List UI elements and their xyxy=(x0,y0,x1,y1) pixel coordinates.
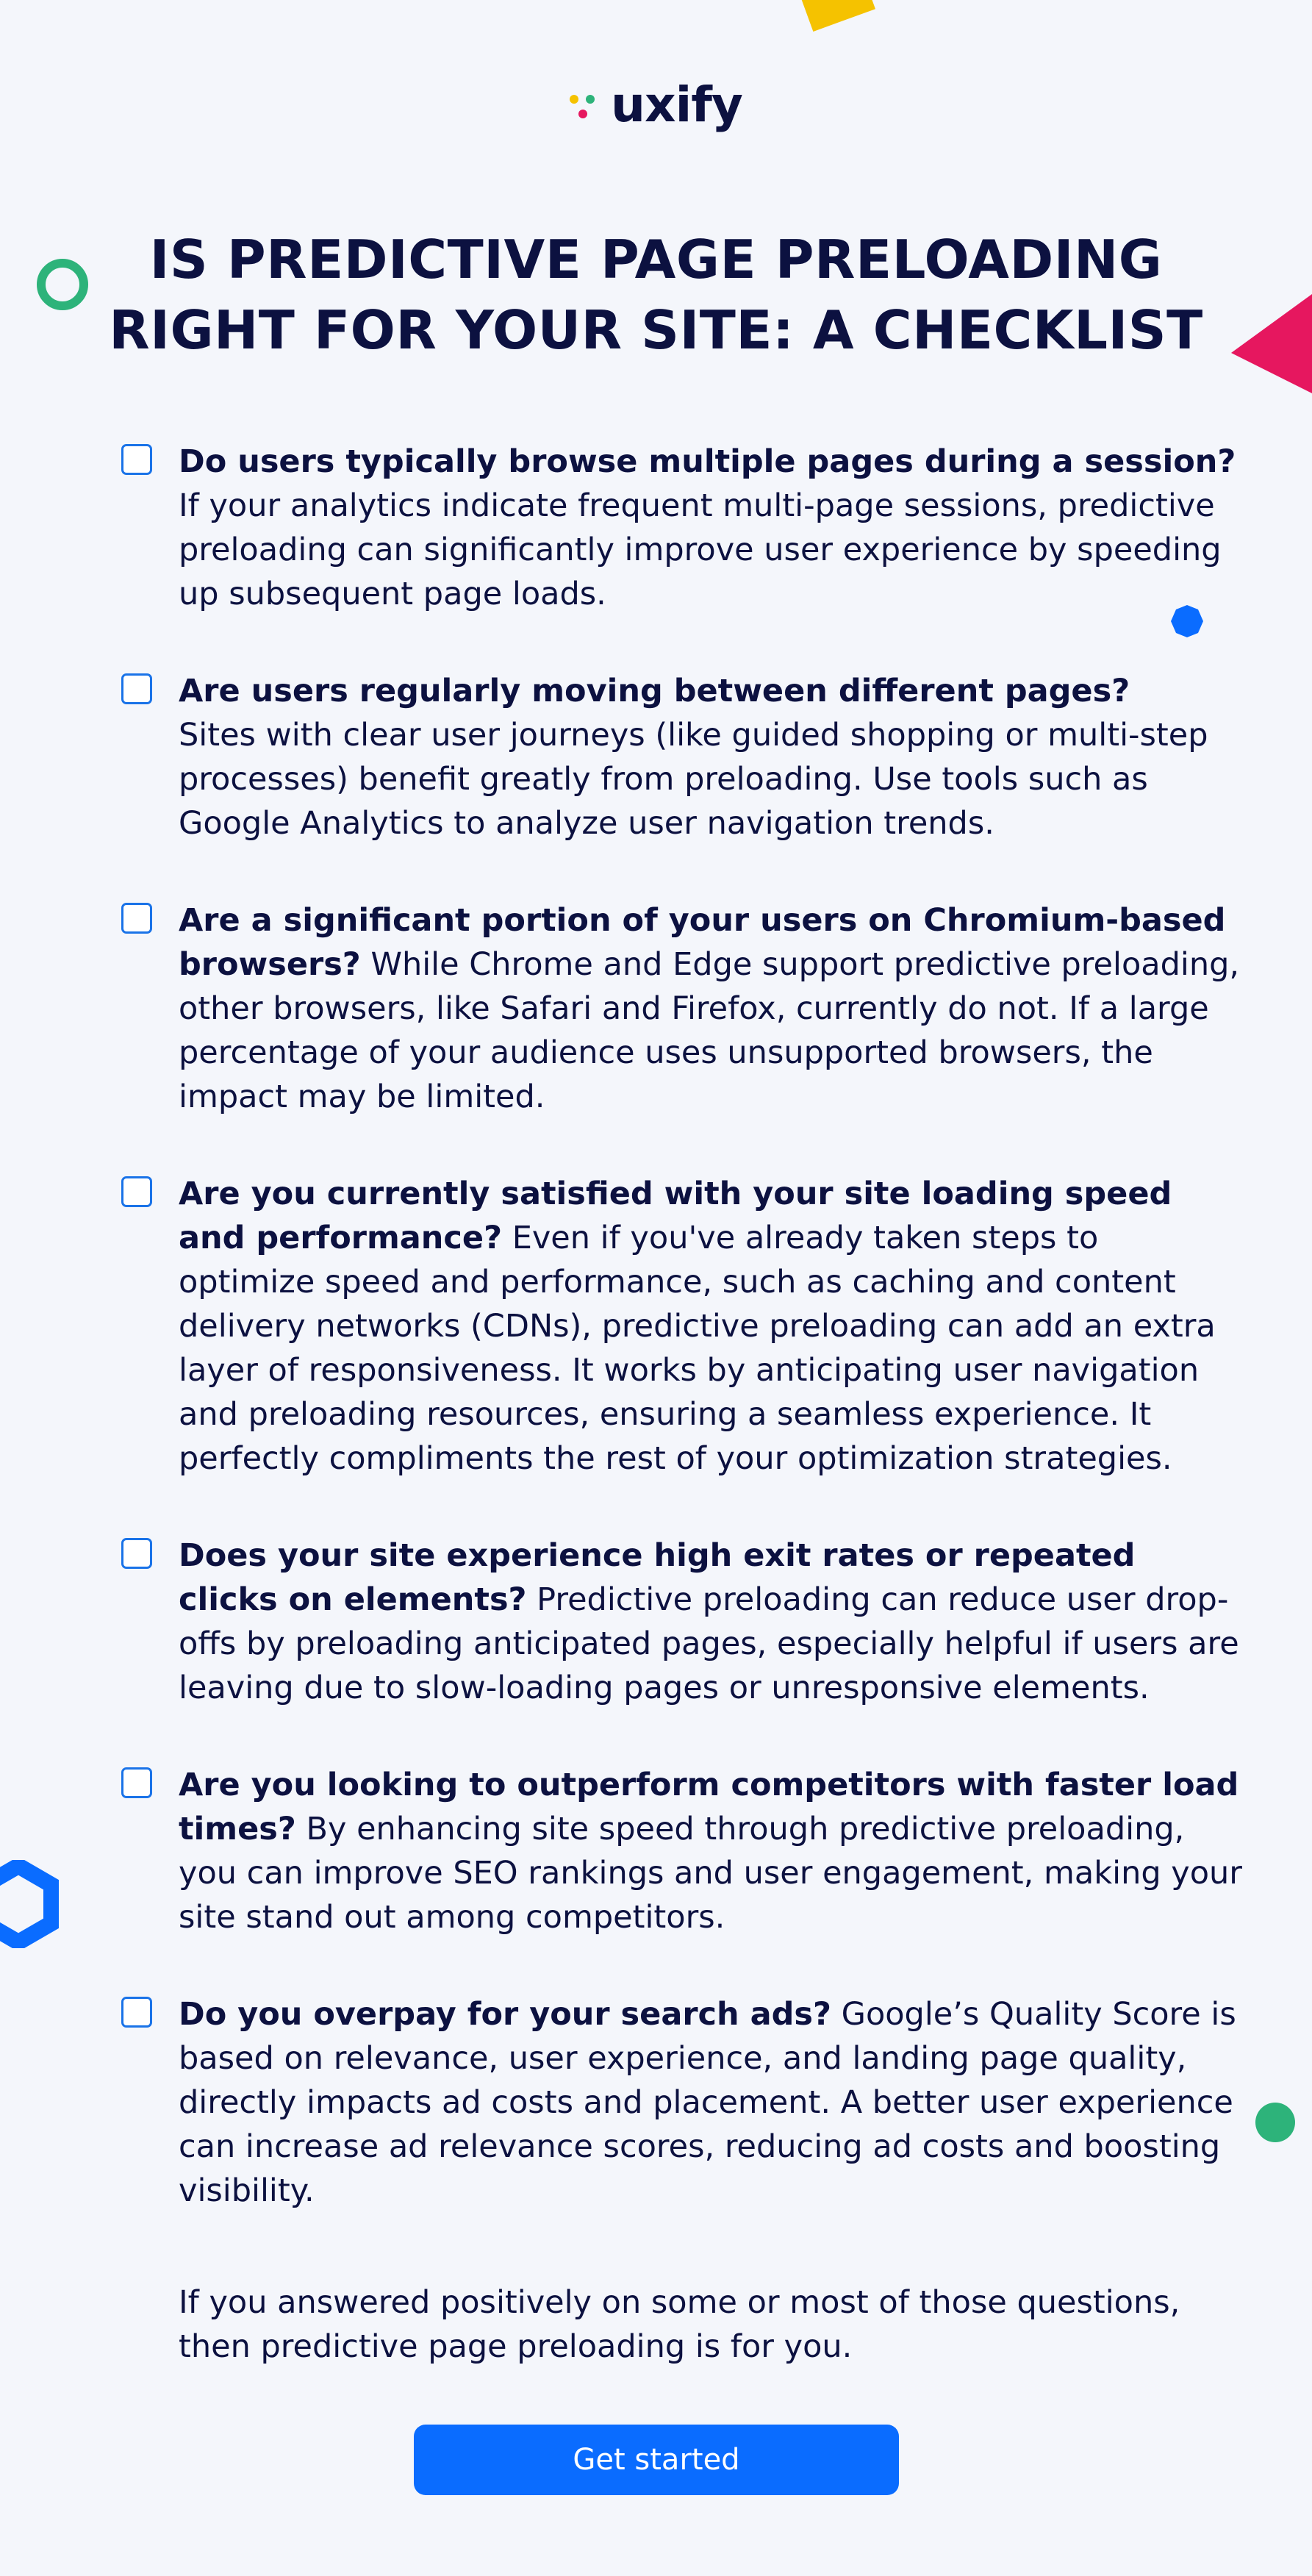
checkbox[interactable] xyxy=(121,1538,152,1569)
checkbox[interactable] xyxy=(121,1997,152,2028)
checkbox[interactable] xyxy=(121,1176,152,1207)
page-title-line-2: RIGHT FOR YOUR SITE: A CHECKLIST xyxy=(109,299,1203,361)
checkbox[interactable] xyxy=(121,673,152,704)
checklist-item-text xyxy=(179,1992,1244,2213)
checklist-item-text xyxy=(179,898,1244,1119)
blue-hexagon-ring-decoration xyxy=(0,1860,59,1948)
checklist-question: Are you currently satisfied with your site loading speed and performance? xyxy=(179,1176,1172,1256)
checklist-answer: Predictive preloading can reduce user drop-offs by preloading anticipated pages, especially helpful if users are leaving due to slow-loading pages or unresponsive elements. xyxy=(179,1581,1239,1706)
checklist-question: Are a significant portion of your users on Chromium-based browsers? xyxy=(179,902,1226,983)
page-title xyxy=(0,224,1312,365)
checklist-answer: Google’s Quality Score is based on relevance, user experience, and landing page quality, directly impacts ad costs and placement. A better user experience can increase ad relevance scores, reducing ad costs and boosting visibility. xyxy=(179,1996,1236,2209)
checklist-answer: Sites with clear user journeys (like guided shopping or multi-step processes) benefit greatly from preloading. Use tools such as Google Analytics to analyze user navigation trends. xyxy=(179,717,1208,842)
checklist-item-text xyxy=(179,669,1244,845)
checklist-answer: Even if you've already taken steps to optimize speed and performance, such as caching and content delivery networks (CDNs), predictive preloading can add an extra layer of responsiveness. It works by anticipating user navigation and preloading resources, ensuring a seamless experience. It perfectly compliments the rest of your optimization strategies. xyxy=(179,1220,1216,1477)
page-title-line-1: IS PREDICTIVE PAGE PRELOADING xyxy=(149,229,1163,290)
green-dot-decoration xyxy=(1255,2103,1295,2142)
logo-wordmark: uxify xyxy=(611,76,742,133)
conclusion-text: If you answered positively on some or most of those questions, then predictive page preloading is for you. xyxy=(179,2284,1180,2365)
logo-dot-green xyxy=(586,95,595,104)
checklist-item-text xyxy=(179,1534,1244,1710)
yellow-square-decoration xyxy=(793,0,875,32)
checkbox[interactable] xyxy=(121,1767,152,1798)
checklist-item-text xyxy=(179,1172,1244,1481)
brand-logo xyxy=(0,76,1312,147)
checklist-question: Are users regularly moving between different pages? xyxy=(179,673,1130,709)
checklist-question: Are you looking to outperform competitors with faster load times? xyxy=(179,1767,1239,1847)
checklist-item-text xyxy=(179,440,1244,616)
checklist-question: Do you overpay for your search ads? xyxy=(179,1996,831,2033)
checkbox[interactable] xyxy=(121,444,152,475)
checklist-item-text xyxy=(179,1763,1244,1939)
checklist-answer: If your analytics indicate frequent multi-page sessions, predictive preloading can significantly improve user experience by speeding up subsequent page loads. xyxy=(179,487,1222,612)
checklist-question: Do users typically browse multiple pages during a session? xyxy=(179,443,1236,480)
logo-dot-yellow xyxy=(570,95,578,104)
checklist-answer: While Chrome and Edge support predictive preloading, other browsers, like Safari and Firefox, currently do not. If a large percentage of your audience uses unsupported browsers, the impact may be limited. xyxy=(179,946,1240,1115)
checklist-answer: By enhancing site speed through predictive preloading, you can improve SEO rankings and user engagement, making your site stand out among competitors. xyxy=(179,1811,1242,1936)
checkbox[interactable] xyxy=(121,903,152,934)
logo-dot-pink xyxy=(578,110,587,118)
get-started-button[interactable]: Get started xyxy=(414,2425,899,2495)
logo-mark-icon xyxy=(570,86,601,124)
checklist-question: Does your site experience high exit rates or repeated clicks on elements? xyxy=(179,1537,1136,1618)
